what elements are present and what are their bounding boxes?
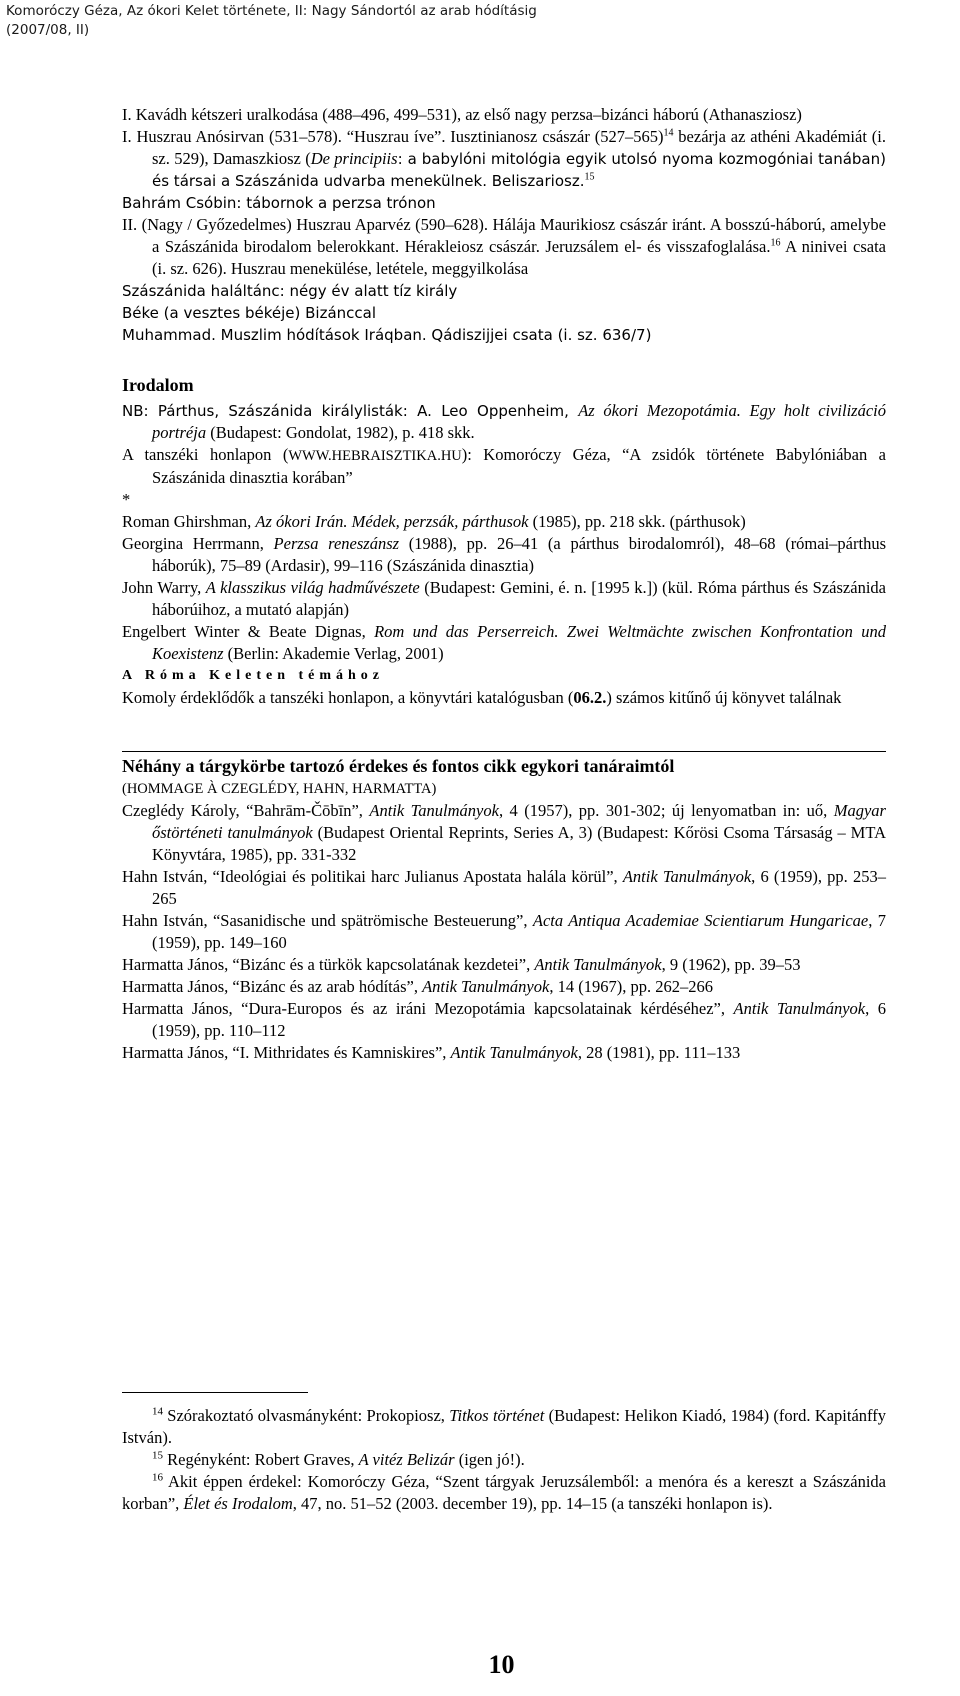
- footnote-16: $^{16}$ Akit éppen érdekel: Komoróczy Géza, “Szent tárgyak Jeruzsálemből: a menóra és a kereszt a Szászánida korban”, Élet és Irodalom, 47, no. 51–52 (2003. december 19), pp. 14–15 (a tanszéki honlapon is).: [122, 1471, 886, 1513]
- article-item-harmatta-2: Harmatta János, “Bizánc és az arab hódítás”, Antik Tanulmányok, 14 (1967), pp. 262–266: [122, 977, 713, 996]
- outline-item-huszrau-ii: II. (Nagy / Győzedelmes) Huszrau Aparvéz (590–628). Hálája Maurikiosz császár iránt. A bosszú-háború, amelybe a Szászánida birodalom belerokkant. Hérakleiosz császár. Jeruzsálem el- és visszafoglalása.$^{16}$ A ninivei csata (i. sz. 626). Huszrau menekülése, letétele, meggyilkolása: [122, 215, 886, 278]
- article-item-harmatta-1: Harmatta János, “Bizánc és a türkök kapcsolatának kezdetei”, Antik Tanulmányok, 9 (1962), pp. 39–53: [122, 955, 801, 974]
- bib-item-winter: Engelbert Winter & Beate Dignas, Rom und das Perserreich. Zwei Weltmächte zwischen Konfrontation und Koexistenz (Berlin: Akademie Verlag, 2001): [122, 622, 886, 663]
- running-head-title: Komoróczy Géza, Az ókori Kelet története, II: Nagy Sándortól az arab hódításig: [6, 3, 537, 19]
- bib-item-komoly: Komoly érdeklődők a tanszéki honlapon, a könyvtári katalógusban (06.2.) számos kitűnő új könyvet találnak: [122, 688, 842, 707]
- footnote-14: $^{14}$ Szórakoztató olvasmányként: Prokopiosz, Titkos történet (Budapest: Helikon Kiadó, 1984) (ford. Kapitánffy István).: [122, 1405, 886, 1447]
- outline-item-beke: Béke (a vesztes békéje) Bizánccal: [122, 304, 376, 322]
- outline-list: [122, 104, 886, 346]
- bib-item-warry: John Warry, A klasszikus világ hadművészete (Budapest: Gemini, é. n. [1995 k.]) (kül. Róma párthus és Szászánida háborúihoz, a mutató alapján): [122, 578, 886, 619]
- bib-separator-star: *: [122, 490, 131, 509]
- running-head-date: (2007/08, II): [6, 22, 90, 38]
- website-link[interactable]: WWW.HEBRAISZTIKA.HU: [288, 448, 462, 464]
- footnote-15: $^{15}$ Regényként: Robert Graves, A vitéz Belizár (igen jó!).: [152, 1449, 525, 1469]
- outline-item-huszrau-i: I. Huszrau Anósirvan (531–578). “Huszrau íve”. Iusztinianosz császár $(527-565)^{14}$ bezárja az athéni Akadémiát (i. sz. 529), Damaszkiosz (De principiis: a babylóni mitológia egyik utolsó nyoma kozmogóniai tanában) és társai a Szászánida udvarba menekülnek. Beliszariosz.$^{15}$: [122, 127, 886, 190]
- bibliography-list: [122, 400, 886, 709]
- catalog-code: 06.2.: [573, 688, 607, 707]
- article-item-harmatta-4: Harmatta János, “I. Mithridates és Kamniskires”, Antik Tanulmányok, 28 (1981), pp. 111–133: [122, 1043, 741, 1062]
- article-item-czegledy: Czeglédy Károly, “Bahrām-Čōbīn”, Antik Tanulmányok, 4 (1957), pp. 301-302; új lenyomatban in: uő, Magyar őstörténeti tanulmányok (Budapest Oriental Reprints, Series A, 3) (Budapest: Kőrösi Csoma Társaság – MTA Könyvtára, 1985), pp. 331-332: [122, 801, 886, 864]
- section-heading-articles: Néhány a tárgykörbe tartozó érdekes és fontos cikk egykori tanáraimtól: [122, 756, 675, 776]
- article-item-hahn-1: Hahn István, “Ideológiai és politikai harc Julianus Apostata halála körül”, Antik Tanulmányok, 6 (1959), pp. 253–265: [122, 867, 886, 908]
- bib-item-nb: NB: Párthus, Szászánida királylisták: A. Leo Oppenheim, Az ókori Mezopotámia. Egy holt civilizáció portréja (Budapest: Gondolat, 1982), p. 418 skk.: [122, 401, 887, 442]
- section-subheading-hommage: (HOMMAGE À CZEGLÉDY, HAHN, HARMATTA): [122, 781, 437, 797]
- bib-subheading-roma-keleten: A Róma Keleten témához: [122, 668, 385, 683]
- page-number: 10: [488, 1650, 515, 1679]
- outline-item-haltanc: Szászánida haláltánc: négy év alatt tíz király: [122, 282, 458, 300]
- running-head: [6, 2, 537, 40]
- main-content: [122, 104, 886, 1064]
- footnote-ref-14[interactable]: 14: [663, 127, 674, 139]
- outline-item-muhammad: Muhammad. Muszlim hódítások Iráqban. Qádiszijjei csata (i. sz. 636/7): [122, 326, 652, 344]
- outline-item-bahram: Bahrám Csóbin: tábornok a perzsa trónon: [122, 194, 436, 212]
- footnote-ref-16[interactable]: 16: [770, 237, 781, 249]
- article-item-hahn-2: Hahn István, “Sasanidische und spätrömische Besteuerung”, Acta Antiqua Academiae Scientiarum Hungaricae, 7 (1959), pp. 149–160: [122, 911, 886, 952]
- footnote-ref-15[interactable]: 15: [584, 171, 595, 183]
- article-item-harmatta-3: Harmatta János, “Dura-Europos és az iráni Mezopotámia kapcsolatainak kérdéséhez”, Antik Tanulmányok, 6 (1959), pp. 110–112: [122, 999, 887, 1040]
- bib-item-herrmann: Georgina Herrmann, Perzsa reneszánsz (1988), pp. 26–41 (a párthus birodalomról), 48–68 (római–párthus háborúk), 75–89 (Ardasir), 99–116 (Szászánida dinasztia): [122, 534, 886, 575]
- bib-item-tanszek: A tanszéki honlapon (WWW.HEBRAISZTIKA.HU): Komoróczy Géza, “A zsidók története Babylóniában a Szászánida dinasztia korában”: [122, 445, 887, 487]
- footnote-rule: [122, 1392, 308, 1393]
- articles-list: [122, 800, 886, 1064]
- outline-item-kavadh: I. Kavádh kétszeri uralkodása (488–496, 499–531), az első nagy perzsa–bizánci háború (Athanasziosz): [122, 105, 802, 124]
- bib-item-ghirshman: Roman Ghirshman, Az ókori Irán. Médek, perzsák, párthusok (1985), pp. 218 skk. (párthusok): [122, 512, 746, 531]
- section-heading-irodalom: Irodalom: [122, 375, 194, 395]
- footnotes: [122, 1392, 886, 1515]
- section-divider: [122, 751, 886, 752]
